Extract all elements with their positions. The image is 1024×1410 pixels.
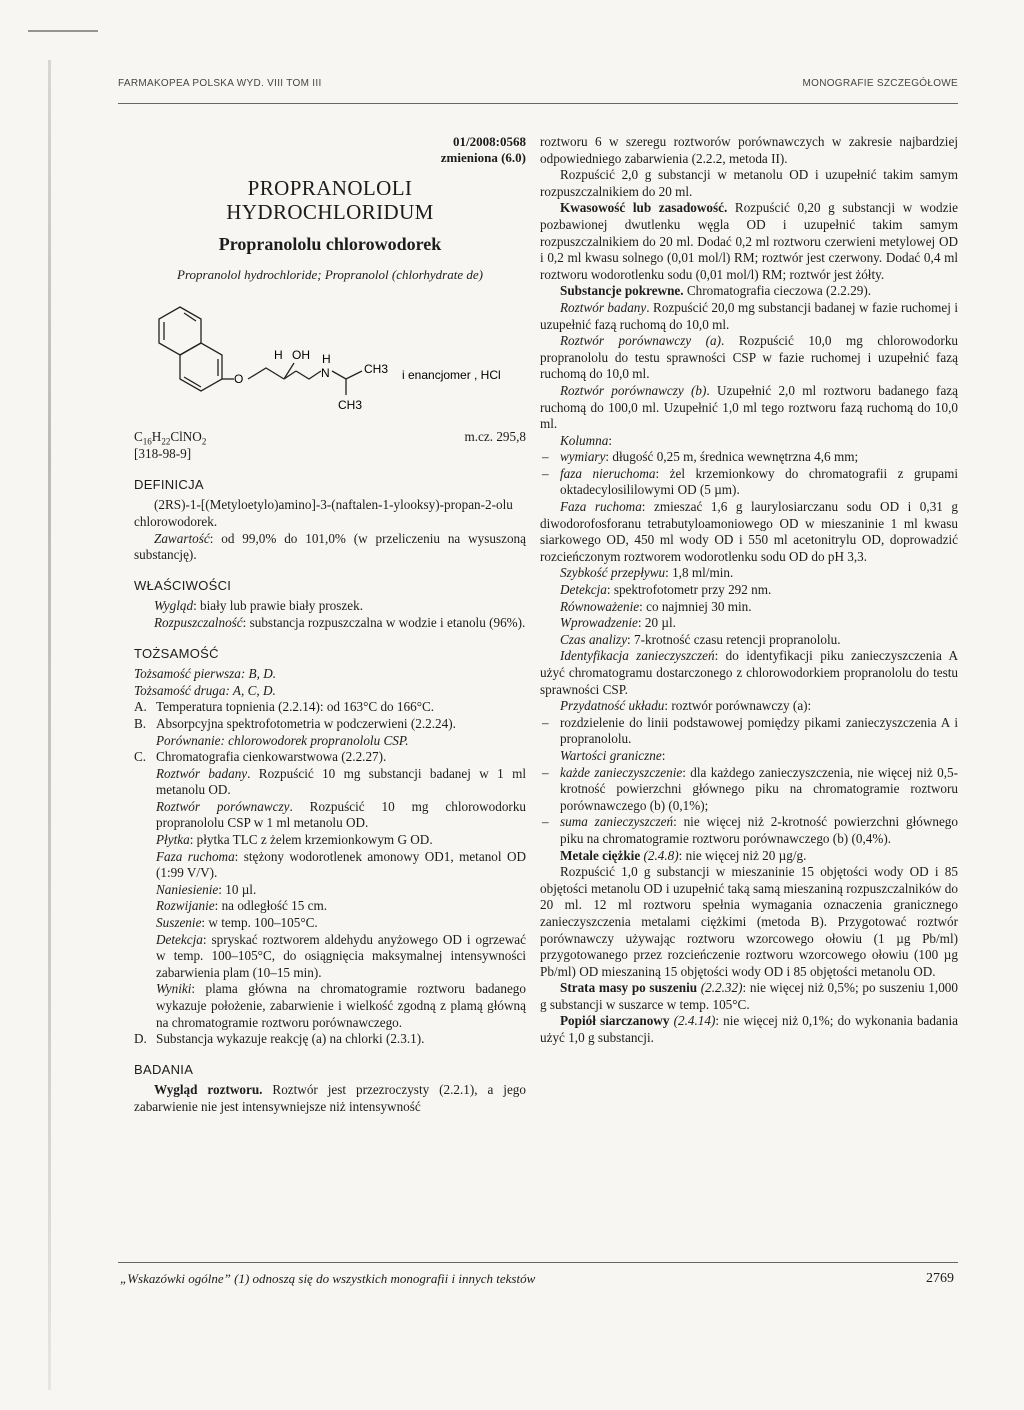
- appearance-text: Wygląd: biały lub prawie biały proszek.: [154, 598, 364, 614]
- lc-test-solution: Roztwór badany. Rozpuścić 20,0 mg substancji badanej w fazie ruchomej i uzupełnić fazą ruchomą do 10,0 ml.: [540, 299, 958, 332]
- structural-formula: [134, 303, 526, 421]
- polish-title: Propranololu chlorowodorek: [218, 234, 442, 254]
- limit-any-impurity: – każde zanieczyszczenie: dla każdego zanieczyszczenia, nie więcej niż 0,5-krotność powierzchni głównego piku na chromatogramie roztworu porównawczego (b) (0,1%);: [542, 764, 958, 813]
- tlc-test-solution: Roztwór badany. Rozpuścić 10 mg substancji badanej w 1 ml metanolu OD.: [156, 765, 526, 798]
- tlc-drying: Suszenie: w temp. 100–105°C.: [156, 915, 318, 931]
- tlc-results: Wyniki: plama główna na chromatogramie roztworu badanego wykazuje położenie, zabarwienie i wielkość zgodną z plamą główną na chromatogramie roztworu porównawczego.: [156, 981, 526, 1030]
- structure-diagram: [134, 303, 526, 421]
- chiral-h-label: H: [274, 348, 283, 363]
- column-dimensions: – wymiary: długość 0,25 m, średnica wewnętrzna 4,6 mm;: [542, 449, 859, 465]
- equilibration: Równoważenie: co najmniej 30 min.: [560, 598, 752, 614]
- oxygen-label: O: [234, 372, 244, 387]
- identity-d: D. Substancja wykazuje reakcję (a) na chlorki (2.3.1).: [134, 1031, 425, 1047]
- scan-artifact: [28, 30, 98, 32]
- solution-appearance-continued: roztworu 6 w szeregu roztworów porównawczych w zakresie najbardziej odpowiedniego zabarwienia (2.2.2, metoda II).: [540, 134, 958, 166]
- run-time: Czas analizy: 7-krotność czasu retencji propranololu.: [560, 631, 841, 647]
- tlc-reference-solution: Roztwór porównawczy. Rozpuścić 10 mg chlorowodorku propranololu CSP w 1 ml metanolu OD.: [156, 798, 527, 831]
- injection: Wprowadzenie: 20 µl.: [560, 615, 676, 631]
- footer-rule: [118, 1262, 958, 1263]
- header-rule: [118, 103, 958, 104]
- lc-mobile-phase: Faza ruchoma: zmieszać 1,6 g laurylosiarczanu sodu OD i 0,31 g diwodorofosforanu tetrabutyloamoniowego OD w mieszaninie 1 ml kwasu siarkowego OD, 450 ml wody OD i 550 ml acetonitrylu OD, doprowadzić rozcieńczonym roztworem wodorotlenku sodu OD do pH 3,3.: [540, 499, 959, 564]
- header-section: MONOGRAFIE SZCZEGÓŁOWE: [802, 78, 958, 89]
- identity-b-compare: Porównanie: chlorowodorek propranololu CSP.: [156, 732, 409, 748]
- suitability-resolution: – rozdzielenie do linii podstawowej pomiędzy pikami zanieczyszczenia A i propranololu.: [542, 714, 958, 747]
- definition-text: (2RS)-1-[(Metyloetylo)amino]-3-(naftalen-1-ylooksy)-propan-2-olu chlorowodorek.: [134, 497, 513, 529]
- nitrogen-label: N: [321, 366, 330, 381]
- monograph-status: zmieniona (6.0): [440, 150, 526, 165]
- molecular-formula: $C_{16}H_{22}ClNO_2$: [134, 429, 207, 447]
- hcl-label: , HCl: [474, 368, 501, 383]
- lc-reference-b: Roztwór porównawczy (b). Uzupełnić 2,0 ml roztworu badanego fazą ruchomą do 100,0 ml. Uzupełnić 1,0 ml tego roztworu fazą ruchomą do 10,0 ml.: [540, 382, 959, 432]
- formula-row: [134, 429, 526, 446]
- solution-appearance-prep: Rozpuścić 2,0 g substancji w metanolu OD i uzupełnić takim samym rozpuszczalnikiem do 20 ml.: [540, 167, 958, 199]
- right-column: [540, 134, 958, 1047]
- hydroxyl-label: OH: [292, 348, 310, 363]
- lc-reference-a: Roztwór porównawczy (a). Rozpuścić 10,0 mg chlorowodorku propranololu do testu sprawności CSP w fazie ruchomej i uzupełnić fazą ruchomą do 10,0 ml.: [540, 333, 959, 382]
- amine-h-label: H: [322, 352, 331, 367]
- acidity-alkalinity: Kwasowość lub zasadowość. Rozpuścić 0,20 g substancji w wodzie pozbawionej dwutlenku węgla OD i uzupełnić takim samym rozpuszczalnikiem do 20 ml. Dodać 0,2 ml roztworu czerwieni metylowej OD i 0,2 ml kwasu solnego (0,01 mol/l) RM; roztwór jest czerwony. Dodać 0,4 ml roztworu wodorotlenku sodu (0,01 mol/l) RM; roztwór jest żółty.: [540, 200, 958, 282]
- related-substances: Substancje pokrewne. Chromatografia cieczowa (2.2.29).: [560, 283, 872, 299]
- flow-rate: Szybkość przepływu: 1,8 ml/min.: [560, 565, 734, 581]
- impurity-identification: Identyfikacja zanieczyszczeń: do identyfikacji piku zanieczyszczenia A użyć chromatogramu dostarczonego z chlorowodorkiem propranololu do testu sprawności CSP.: [540, 648, 958, 697]
- system-suitability: Przydatność układu: roztwór porównawczy (a):: [560, 698, 812, 714]
- tlc-plate: Płytka: płytka TLC z żelem krzemionkowym G OD.: [156, 832, 433, 848]
- content-text: Zawartość: od 99,0% do 101,0% (w przeliczeniu na wysuszoną substancję).: [134, 530, 526, 563]
- heavy-metals: Metale ciężkie (2.4.8): nie więcej niż 20 µg/g.: [560, 847, 807, 863]
- page-footer: [118, 1271, 958, 1289]
- identity-first: Tożsamość pierwsza: B, D.: [134, 666, 277, 682]
- limit-total-impurities: – suma zanieczyszczeń: nie więcej niż 2-krotność powierzchni głównego piku na chromatogramie roztworu porównawczego (b) (0,4%).: [542, 814, 958, 846]
- page-number: 2769: [926, 1271, 954, 1286]
- sulfated-ash: Popiół siarczanowy (2.4.14): nie więcej niż 0,1%; do wykonania badania użyć 1,0 g substancji.: [540, 1013, 958, 1046]
- footer-note: „Wskazówki ogólne” (1) odnoszą się do wszystkich monografii i innych tekstów: [120, 1271, 536, 1286]
- page-gutter-shadow: [48, 60, 51, 1390]
- lc-detection: Detekcja: spektrofotometr przy 292 nm.: [560, 582, 772, 598]
- left-column: [134, 134, 526, 1116]
- heavy-metals-prep: Rozpuścić 1,0 g substancji w mieszaninie 15 objętości wody OD i 85 objętości metanolu OD i uzupełnić taką samą mieszaniną rozpuszczalników do 20 ml. 12 ml roztworu spełnia wymagania oznaczenia granicznego zanieczyszczenia metalami ciężkimi (metoda B). Przygotować roztwór porównawczy używając roztworu wzorcowego ołowiu (1 µg Pb/ml) przygotowanego przez rozcieńczenie roztworu wzorcowego ołowiu (100 µg Pb/ml) OD mieszaniną 15 objętości wody OD i 85 objętości metanolu OD.: [540, 864, 958, 979]
- synonyms: Propranolol hydrochloride; Propranolol (chlorhydrate de): [177, 266, 483, 282]
- tlc-mobile-phase: Faza ruchoma: stężony wodorotlenek amonowy OD1, metanol OD (1:99 V/V).: [156, 848, 527, 881]
- tlc-detection: Detekcja: spryskać roztworem aldehydu anyżowego OD i ogrzewać w temp. 100–105°C, do osiągnięcia maksymalnej intensywności zabarwienia plam (10–15 min).: [156, 931, 526, 980]
- limits-heading: Wartości graniczne:: [560, 747, 666, 763]
- molecular-weight: m.cz. 295,8: [464, 429, 526, 445]
- solution-appearance: Wygląd roztworu. Roztwór jest przezroczysty (2.2.1), a jego zabarwienie nie jest intensywniejsze niż intensywność: [134, 1082, 526, 1114]
- identity-heading: TOŻSAMOŚĆ: [134, 645, 219, 661]
- cas-number: [318-98-9]: [134, 446, 192, 462]
- stationary-phase: – faza nieruchoma: żel krzemionkowy do chromatografii z grupami oktadecylosililowymi OD (5 µm).: [542, 465, 958, 498]
- methyl-label-1: CH3: [364, 362, 389, 377]
- identity-b: B. Absorpcyjna spektrofotometria w podczerwieni (2.2.24).: [134, 715, 456, 731]
- definition-heading: DEFINICJA: [134, 476, 204, 492]
- latin-title-line2: HYDROCHLORIDUM: [226, 200, 434, 224]
- tlc-development: Rozwijanie: na odległość 15 cm.: [156, 898, 328, 914]
- solubility-text: Rozpuszczalność: substancja rozpuszczalna w wodzie i etanolu (96%).: [154, 614, 526, 630]
- running-header: [118, 78, 958, 94]
- identity-c: C. Chromatografia cienkowarstwowa (2.2.27).: [134, 749, 387, 765]
- identity-second: Tożsamość druga: A, C, D.: [134, 682, 276, 698]
- loss-on-drying: Strata masy po suszeniu (2.2.32): nie więcej niż 0,5%; po suszeniu 1,000 g substancji w suszarce w temp. 105°C.: [540, 980, 958, 1012]
- monograph-id: 01/2008:0568: [453, 134, 526, 149]
- header-publication: FARMAKOPEA POLSKA WYD. VIII TOM III: [118, 78, 322, 89]
- tests-heading: BADANIA: [134, 1061, 194, 1077]
- enantiomer-label: i enancjomer: [402, 368, 471, 383]
- tlc-application: Naniesienie: 10 µl.: [156, 881, 257, 897]
- properties-heading: WŁAŚCIWOŚCI: [134, 577, 232, 593]
- latin-title-line1: PROPRANOLOLI: [247, 176, 413, 200]
- identity-a: A. Temperatura topnienia (2.2.14): od 163°C do 166°C.: [134, 699, 435, 715]
- column-heading: Kolumna:: [560, 432, 613, 448]
- methyl-label-2: CH3: [338, 398, 363, 413]
